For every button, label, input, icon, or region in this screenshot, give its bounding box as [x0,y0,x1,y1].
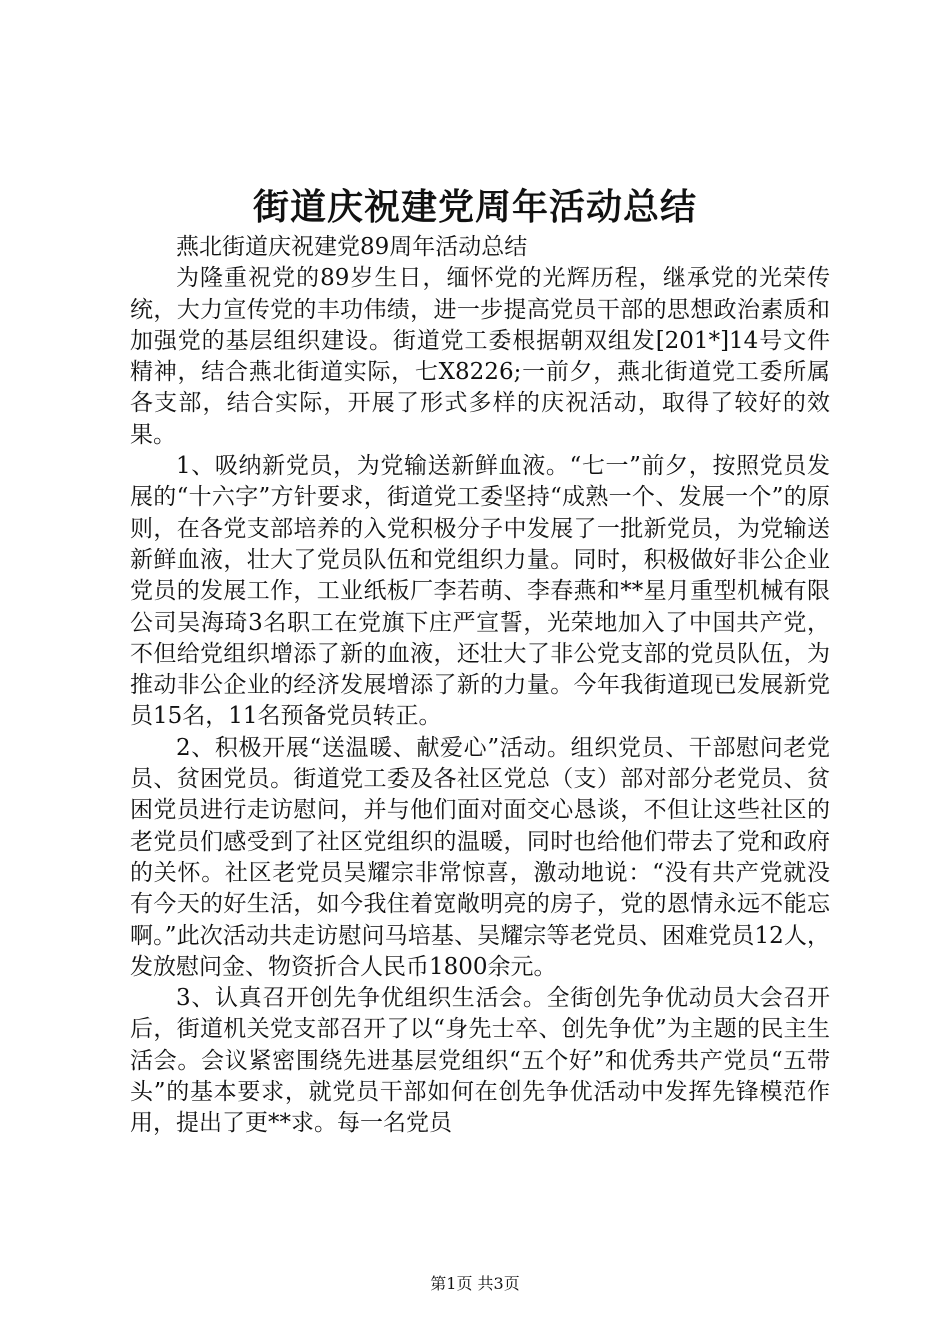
document-title: 街道庆祝建党周年活动总结 [252,186,697,228]
paragraph-intro: 为隆重祝党的89岁生日，缅怀党的光辉历程，继承党的光荣传统，大力宣传党的丰功伟绩，进一步提高党员干部的思想政治素质和加强党的基层组织建设。街道党工委根据朝双组发[201*]14号文件精神，结合燕北街道实际，七X8226;一前夕，燕北街道党工委所属各支部，结合实际，开展了形式多样的庆祝活动，取得了较好的效果。 [130,265,830,448]
paragraph-item-1: 1、吸纳新党员，为党输送新鲜血液。“七一”前夕，按照党员发展的“十六字”方针要求，街道党工委坚持“成熟一个、发展一个”的原则，在各党支部培养的入党积极分子中发展了一批新党员，为党输送新鲜血液，壮大了党员队伍和党组织力量。同时，积极做好非公企业党员的发展工作，工业纸板厂李若萌、李春燕和**星月重型机械有限公司吴海琦3名职工在党旗下庄严宣誓，光荣地加入了中国共产党，不但给党组织增添了新的血液，还壮大了非公党支部的党员队伍，为推动非公企业的经济发展增添了新的力量。今年我街道现已发展新党员15名，11名预备党员转正。 [130,453,830,730]
page-number-footer: 第1页 共3页 [430,1274,520,1293]
paragraph-subtitle: 燕北街道庆祝建党89周年活动总结 [176,234,528,260]
paragraph-item-3: 3、认真召开创先争优组织生活会。全街创先争优动员大会召开后，街道机关党支部召开了以“身先士卒、创先争优”为主题的民主生活会。会议紧密围绕先进基层党组织“五个好”和优秀共产党员“五带头”的基本要求，就党员干部如何在创先争优活动中发挥先锋模范作用，提出了更**求。每一名党员 [130,985,830,1137]
document-body [130,232,830,1140]
paragraph-item-2: 2、积极开展“送温暖、献爱心”活动。组织党员、干部慰问老党员、贫困党员。街道党工委及各社区党总（支）部对部分老党员、贫困党员进行走访慰问，并与他们面对面交心恳谈，不但让这些社区的老党员们感受到了社区党组织的温暖，同时也给他们带去了党和政府的关怀。社区老党员吴耀宗非常惊喜，激动地说：“没有共产党就没有今天的好生活，如今我住着宽敞明亮的房子，党的恩情永远不能忘啊。”此次活动共走访慰问马培基、吴耀宗等老党员、困难党员12人，发放慰问金、物资折合人民币1800余元。 [130,734,830,980]
